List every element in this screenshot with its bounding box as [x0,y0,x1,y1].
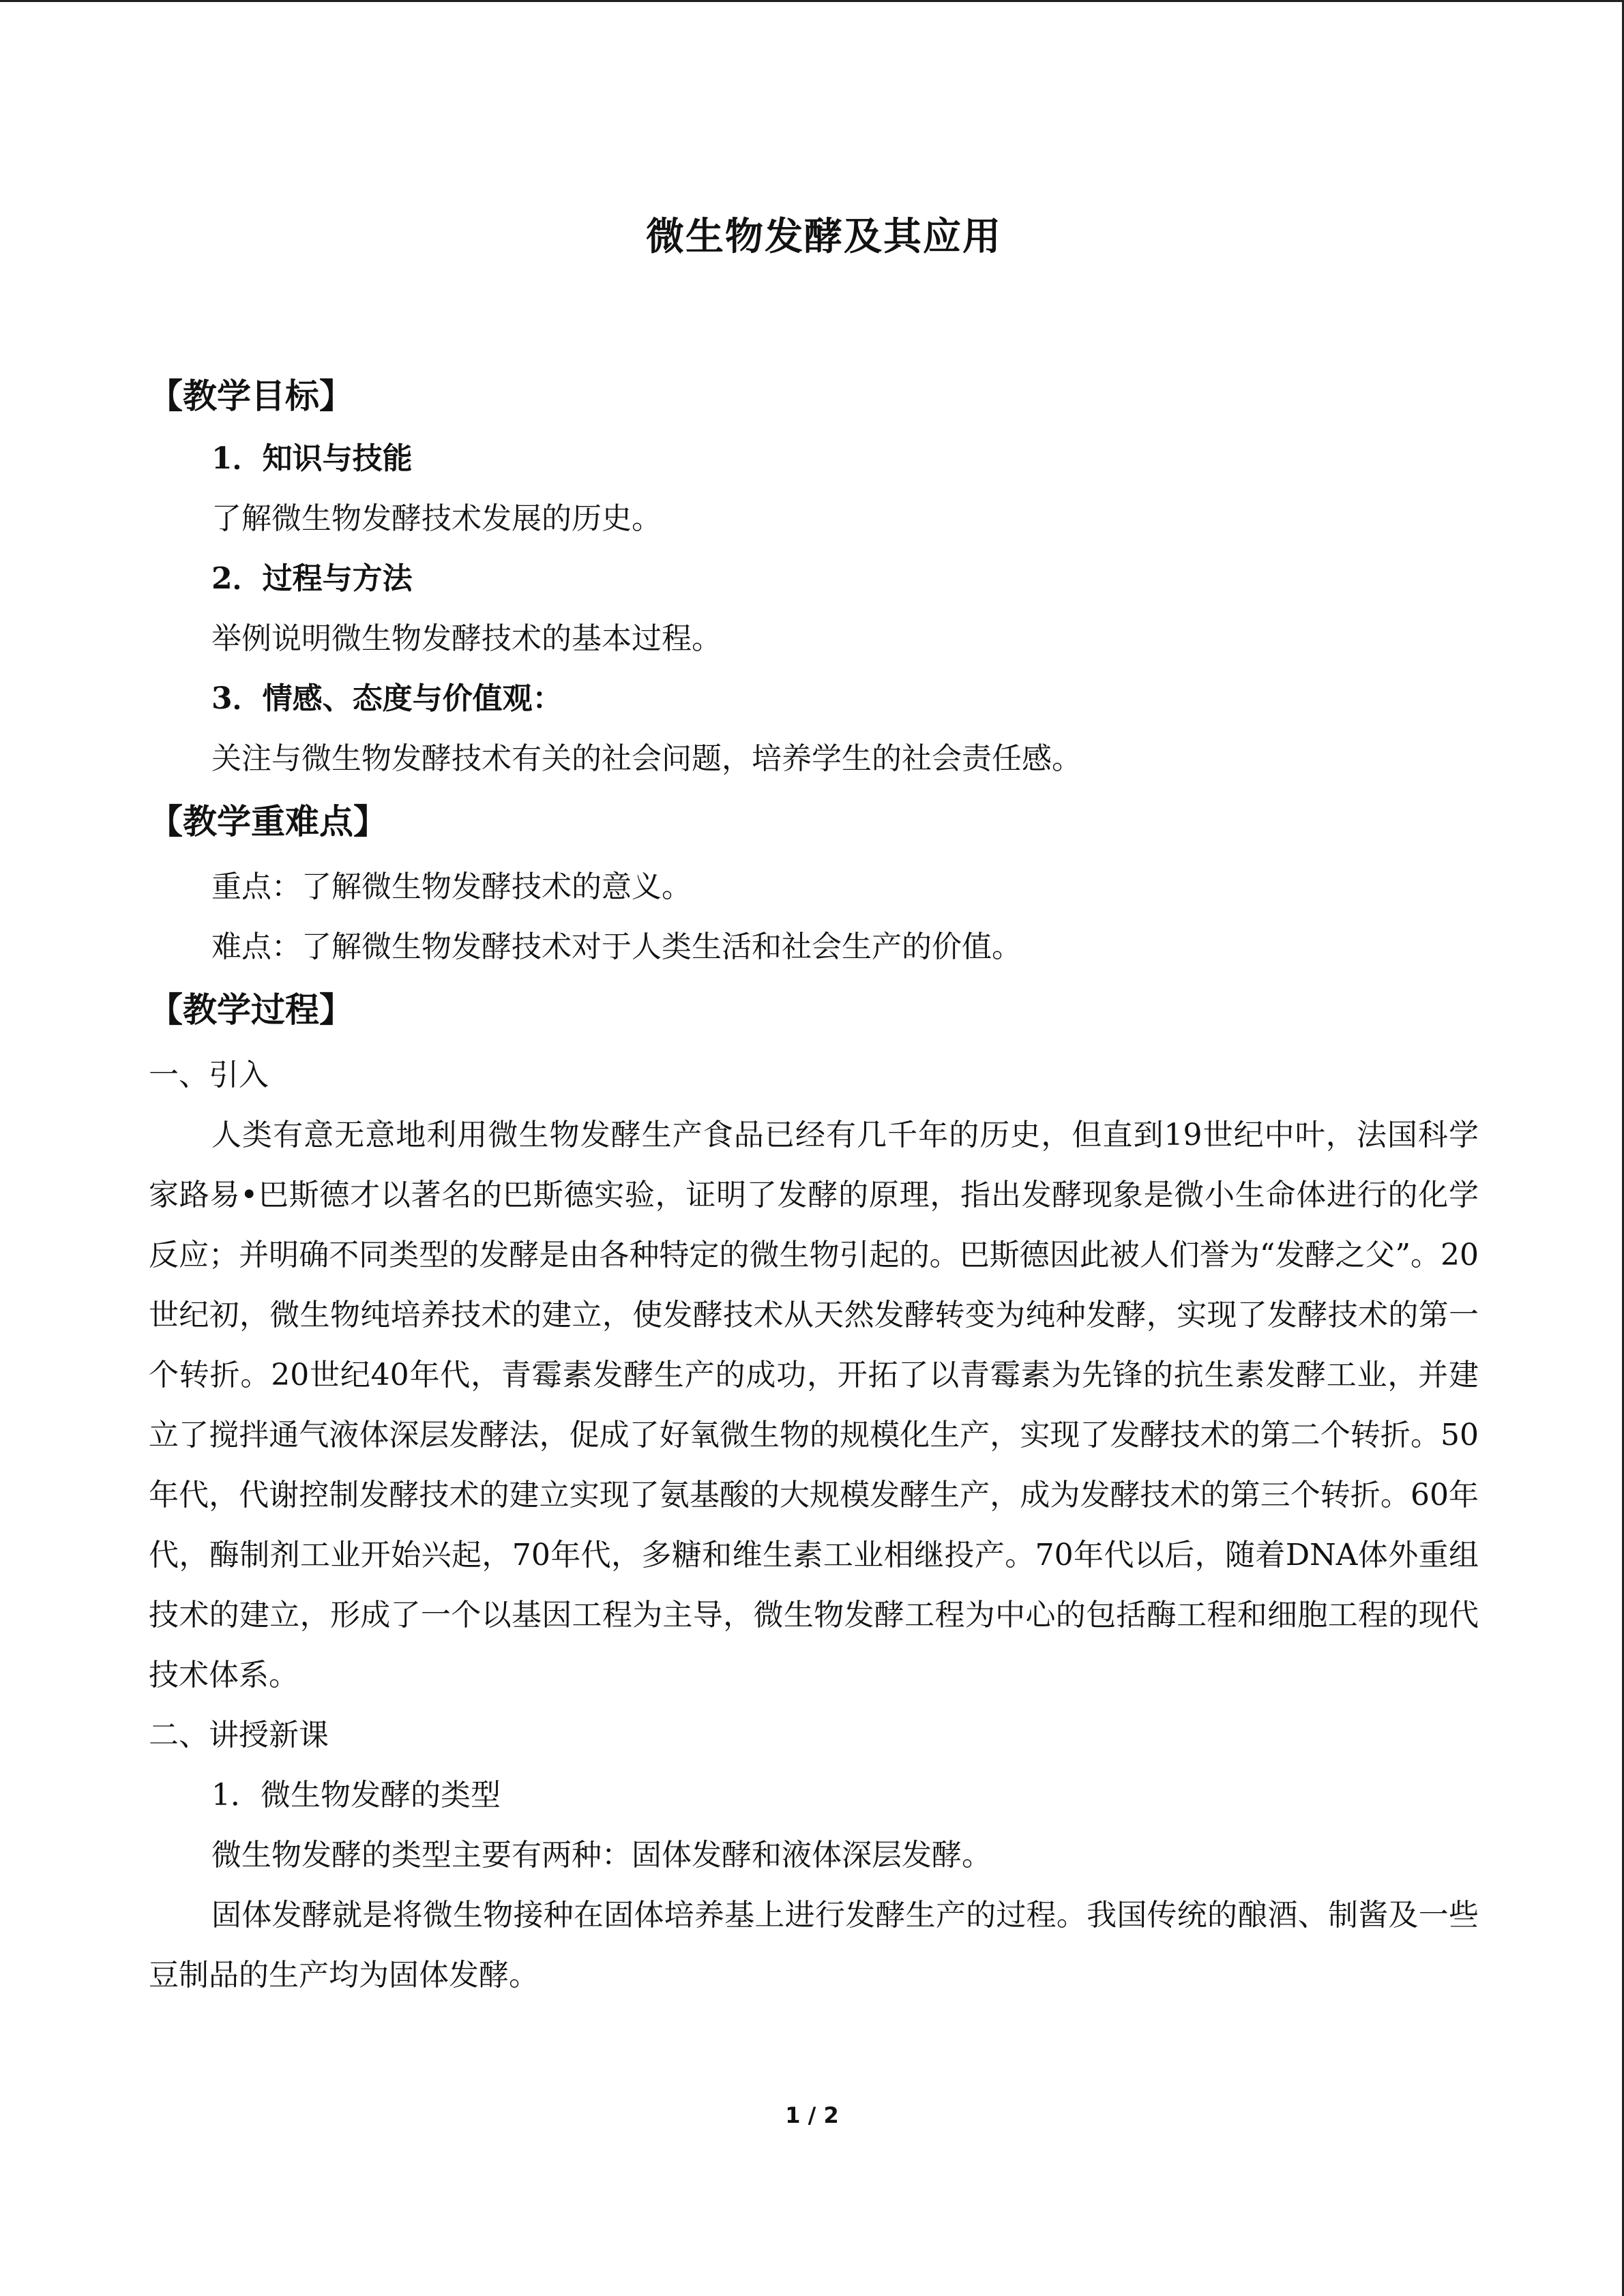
intro-heading: 一、引入 [149,1058,269,1092]
objectives-heading: 【教学目标】 [149,376,353,416]
objective-text-3: 关注与微生物发酵技术有关的社会问题，培养学生的社会责任感。 [211,741,1082,776]
document-body [149,207,1479,2006]
objective-label-1: 1．知识与技能 [211,441,413,476]
page-number: 1 / 2 [785,2102,839,2128]
intro-paragraph: 人类有意无意地利用微生物发酵生产食品已经有几千年的历史，但直到19世纪中叶，法国科学家路易•巴斯德才以著名的巴斯德实验，证明了发酵的原理，指出发酵现象是微小生命体进行的化学反应；并明确不同类型的发酵是由各种特定的微生物引起的。巴斯德因此被人们誉为“发酵之父”。20世纪初，微生物纯培养技术的建立，使发酵技术从天然发酵转变为纯种发酵，实现了发酵技术的第一个转折。20世纪40年代，青霉素发酵生产的成功，开拓了以青霉素为先锋的抗生素发酵工业，并建立了搅拌通气液体深层发酵法，促成了好氧微生物的规模化生产，实现了发酵技术的第二个转折。50年代，代谢控制发酵技术的建立实现了氨基酸的大规模发酵生产，成为发酵技术的第三个转折。60年代，酶制剂工业开始兴起，70年代，多糖和维生素工业相继投产。70年代以后，随着DNA体外重组技术的建立，形成了一个以基因工程为主导，微生物发酵工程为中心的包括酶工程和细胞工程的现代技术体系。 [149,1118,1479,1693]
objective-text-2: 举例说明微生物发酵技术的基本过程。 [211,621,722,656]
objective-label-2: 2．过程与方法 [211,561,413,596]
lesson-paragraph-1: 微生物发酵的类型主要有两种：固体发酵和液体深层发酵。 [211,1838,992,1873]
keypoint-focus: 重点：了解微生物发酵技术的意义。 [211,869,692,904]
lesson-subheading: 1．微生物发酵的类型 [211,1778,501,1813]
lesson-paragraph-2: 固体发酵就是将微生物接种在固体培养基上进行发酵生产的过程。我国传统的酿酒、制酱及一些豆制品的生产均为固体发酵。 [149,1898,1479,1993]
keypoint-difficulty: 难点：了解微生物发酵技术对于人类生活和社会生产的价值。 [211,929,1022,964]
objective-label-3: 3．情感、态度与价值观： [211,681,563,716]
lesson-heading: 二、讲授新课 [149,1718,329,1753]
process-heading: 【教学过程】 [149,989,353,1030]
keypoints-heading: 【教学重难点】 [149,801,387,841]
document-title: 微生物发酵及其应用 [646,214,1002,259]
objective-text-1: 了解微生物发酵技术发展的历史。 [211,501,662,536]
